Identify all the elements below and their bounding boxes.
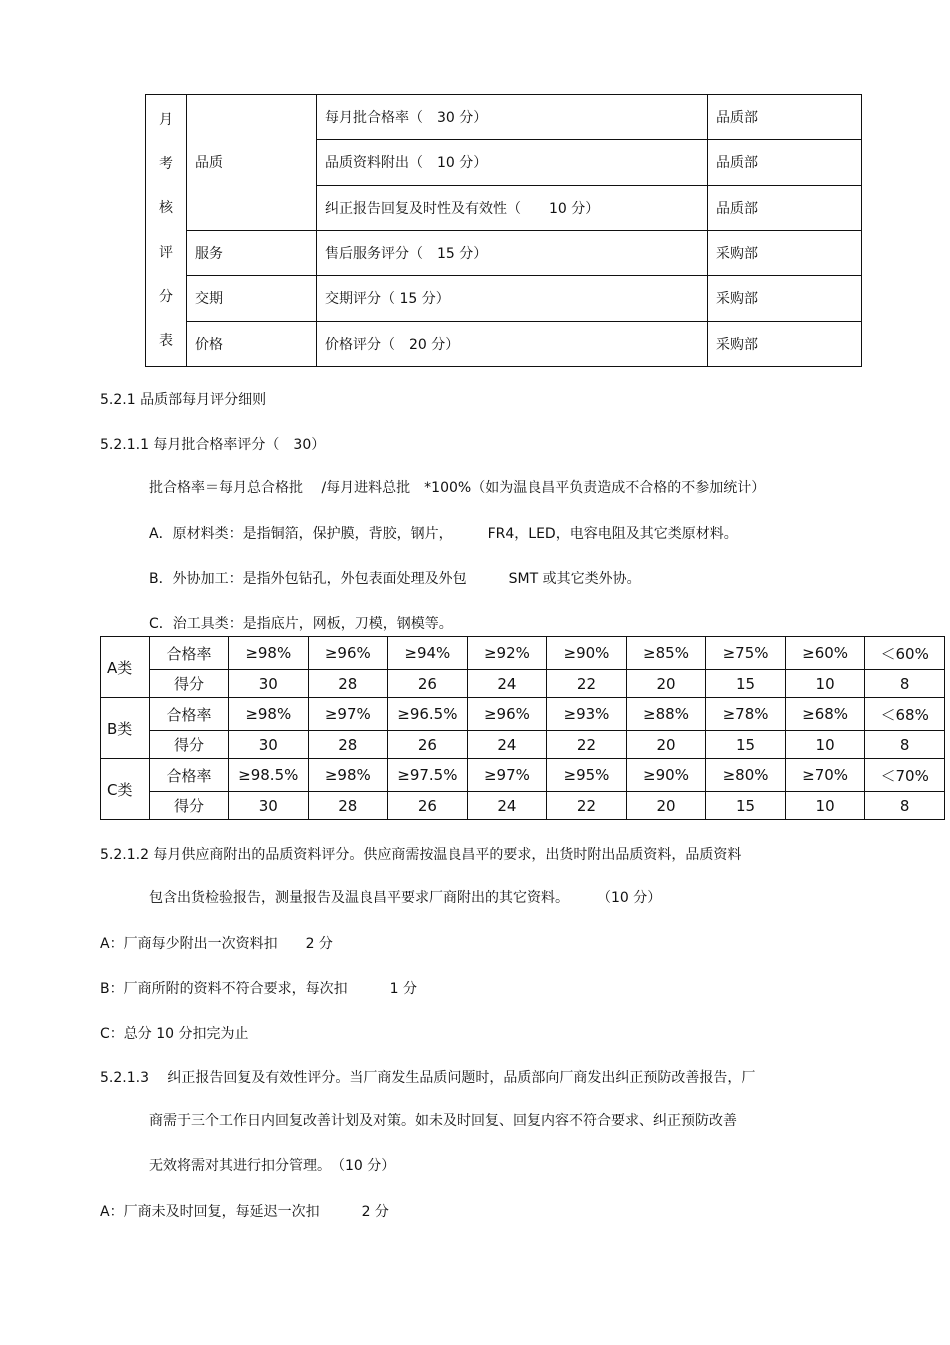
category-price: 价格: [187, 321, 317, 366]
class-c-desc: C．治工具类：是指底片，网板，刀模，钢模等。: [149, 616, 453, 632]
score-cell: 15: [706, 792, 786, 820]
score-cell: 30: [229, 670, 309, 698]
score-cell: 24: [467, 792, 547, 820]
score-table-row: [101, 670, 945, 698]
rate-cell: ＜68%: [865, 698, 945, 731]
score-cell: 22: [547, 792, 627, 820]
class-a-desc: A．原材料类：是指铜箔，保护膜，背胶，钢片， FR4，LED，电容电阻及其它类原材料。: [149, 526, 738, 542]
score-table-row: [101, 698, 945, 731]
score-cell: 28: [308, 670, 388, 698]
score-cell: 20: [626, 731, 706, 759]
section-5-2-1: 5.2.1 品质部每月评分细则: [100, 392, 267, 408]
eval-dept: 采购部: [708, 321, 862, 366]
rate-cell: ≥85%: [626, 637, 706, 670]
vertical-char: 评: [159, 244, 173, 261]
score-cell: 24: [467, 670, 547, 698]
pass-rate-score-table: [100, 636, 945, 820]
row-label-score: 得分: [150, 792, 229, 820]
class-label: C类: [101, 759, 150, 820]
rate-cell: ≥90%: [626, 759, 706, 792]
eval-item: 品质资料附出（ 10 分）: [317, 140, 708, 185]
row-label-rate: 合格率: [150, 637, 229, 670]
score-cell: 10: [785, 792, 865, 820]
rate-cell: ＜60%: [865, 637, 945, 670]
eval-item: 交期评分（ 15 分）: [317, 276, 708, 321]
score-cell: 8: [865, 792, 945, 820]
section-5-2-1-3-line1: 5.2.1.3 纠正报告回复及有效性评分。当厂商发生品质问题时，品质部向厂商发出纠正预防改善报告，厂: [100, 1070, 756, 1086]
eval-item: 售后服务评分（ 15 分）: [317, 230, 708, 275]
rule-5-2-1-2-a: A：厂商每少附出一次资料扣 2 分: [100, 936, 333, 952]
row-label-rate: 合格率: [150, 698, 229, 731]
rate-cell: ≥94%: [388, 637, 468, 670]
score-table-row: [101, 637, 945, 670]
row-label-score: 得分: [150, 670, 229, 698]
eval-item: 纠正报告回复及时性及有效性（ 10 分）: [317, 185, 708, 230]
score-cell: 26: [388, 792, 468, 820]
class-label: B类: [101, 698, 150, 759]
score-cell: 20: [626, 792, 706, 820]
score-cell: 26: [388, 670, 468, 698]
row-label-rate: 合格率: [150, 759, 229, 792]
vertical-char: 分: [159, 289, 173, 306]
score-cell: 8: [865, 670, 945, 698]
score-cell: 22: [547, 731, 627, 759]
score-cell: 15: [706, 670, 786, 698]
rule-5-2-1-3-a: A：厂商未及时回复，每延迟一次扣 2 分: [100, 1204, 389, 1220]
vertical-char: 考: [159, 155, 173, 172]
eval-dept: 品质部: [708, 95, 862, 140]
category-quality: 品质: [187, 95, 317, 231]
section-5-2-1-2-line2: 包含出货检验报告，测量报告及温良昌平要求厂商附出的其它资料。 （10 分）: [149, 890, 662, 906]
score-cell: 28: [308, 792, 388, 820]
score-cell: 10: [785, 670, 865, 698]
rate-cell: ≥68%: [785, 698, 865, 731]
score-cell: 8: [865, 731, 945, 759]
score-table-row: [101, 792, 945, 820]
rate-cell: ≥98%: [229, 698, 309, 731]
class-label: A类: [101, 637, 150, 698]
vertical-char: 表: [159, 333, 173, 350]
pass-rate-formula: 批合格率＝每月总合格批 /每月进料总批 *100%（如为温良昌平负责造成不合格的不参加统计）: [149, 480, 766, 496]
score-table-row: [101, 731, 945, 759]
section-5-2-1-2-line1: 5.2.1.2 每月供应商附出的品质资料评分。供应商需按温良昌平的要求，出货时附出品质资料，品质资料: [100, 847, 742, 863]
score-cell: 10: [785, 731, 865, 759]
section-5-2-1-3-line2: 商需于三个工作日内回复改善计划及对策。如未及时回复、回复内容不符合要求、纠正预防改善: [149, 1113, 737, 1129]
rate-cell: ≥98.5%: [229, 759, 309, 792]
vertical-char: 月: [159, 111, 173, 128]
rate-cell: ≥80%: [706, 759, 786, 792]
rate-cell: ≥98%: [229, 637, 309, 670]
eval-dept: 采购部: [708, 230, 862, 275]
eval-dept: 采购部: [708, 276, 862, 321]
row-label-score: 得分: [150, 731, 229, 759]
rate-cell: ≥95%: [547, 759, 627, 792]
rule-5-2-1-2-b: B：厂商所附的资料不符合要求，每次扣 1 分: [100, 981, 417, 997]
rate-cell: ≥70%: [785, 759, 865, 792]
vertical-char: 核: [159, 200, 173, 217]
rate-cell: ≥78%: [706, 698, 786, 731]
score-cell: 30: [229, 792, 309, 820]
section-5-2-1-1: 5.2.1.1 每月批合格率评分（ 30）: [100, 437, 326, 453]
eval-item: 每月批合格率（ 30 分）: [317, 95, 708, 140]
score-table-row: [101, 759, 945, 792]
vertical-title-cell: [146, 95, 187, 367]
rate-cell: ≥60%: [785, 637, 865, 670]
rate-cell: ≥98%: [308, 759, 388, 792]
section-5-2-1-3-line3: 无效将需对其进行扣分管理。 （10 分）: [149, 1158, 396, 1174]
rate-cell: ≥75%: [706, 637, 786, 670]
eval-dept: 品质部: [708, 185, 862, 230]
score-cell: 20: [626, 670, 706, 698]
rate-cell: ≥97%: [467, 759, 547, 792]
rate-cell: ≥90%: [547, 637, 627, 670]
score-cell: 28: [308, 731, 388, 759]
eval-dept: 品质部: [708, 140, 862, 185]
rate-cell: ≥96.5%: [388, 698, 468, 731]
score-cell: 15: [706, 731, 786, 759]
class-b-desc: B．外协加工：是指外包钻孔，外包表面处理及外包 SMT 或其它类外协。: [149, 571, 641, 587]
score-cell: 24: [467, 731, 547, 759]
score-cell: 26: [388, 731, 468, 759]
score-cell: 30: [229, 731, 309, 759]
score-cell: 22: [547, 670, 627, 698]
rule-5-2-1-2-c: C：总分 10 分扣完为止: [100, 1026, 249, 1042]
rate-cell: ≥97%: [308, 698, 388, 731]
rate-cell: ≥96%: [467, 698, 547, 731]
category-delivery: 交期: [187, 276, 317, 321]
eval-item: 价格评分（ 20 分）: [317, 321, 708, 366]
rate-cell: ≥88%: [626, 698, 706, 731]
rate-cell: ≥96%: [308, 637, 388, 670]
category-service: 服务: [187, 230, 317, 275]
rate-cell: ≥97.5%: [388, 759, 468, 792]
rate-cell: ≥92%: [467, 637, 547, 670]
rate-cell: ＜70%: [865, 759, 945, 792]
rate-cell: ≥93%: [547, 698, 627, 731]
monthly-evaluation-table: [145, 94, 862, 367]
